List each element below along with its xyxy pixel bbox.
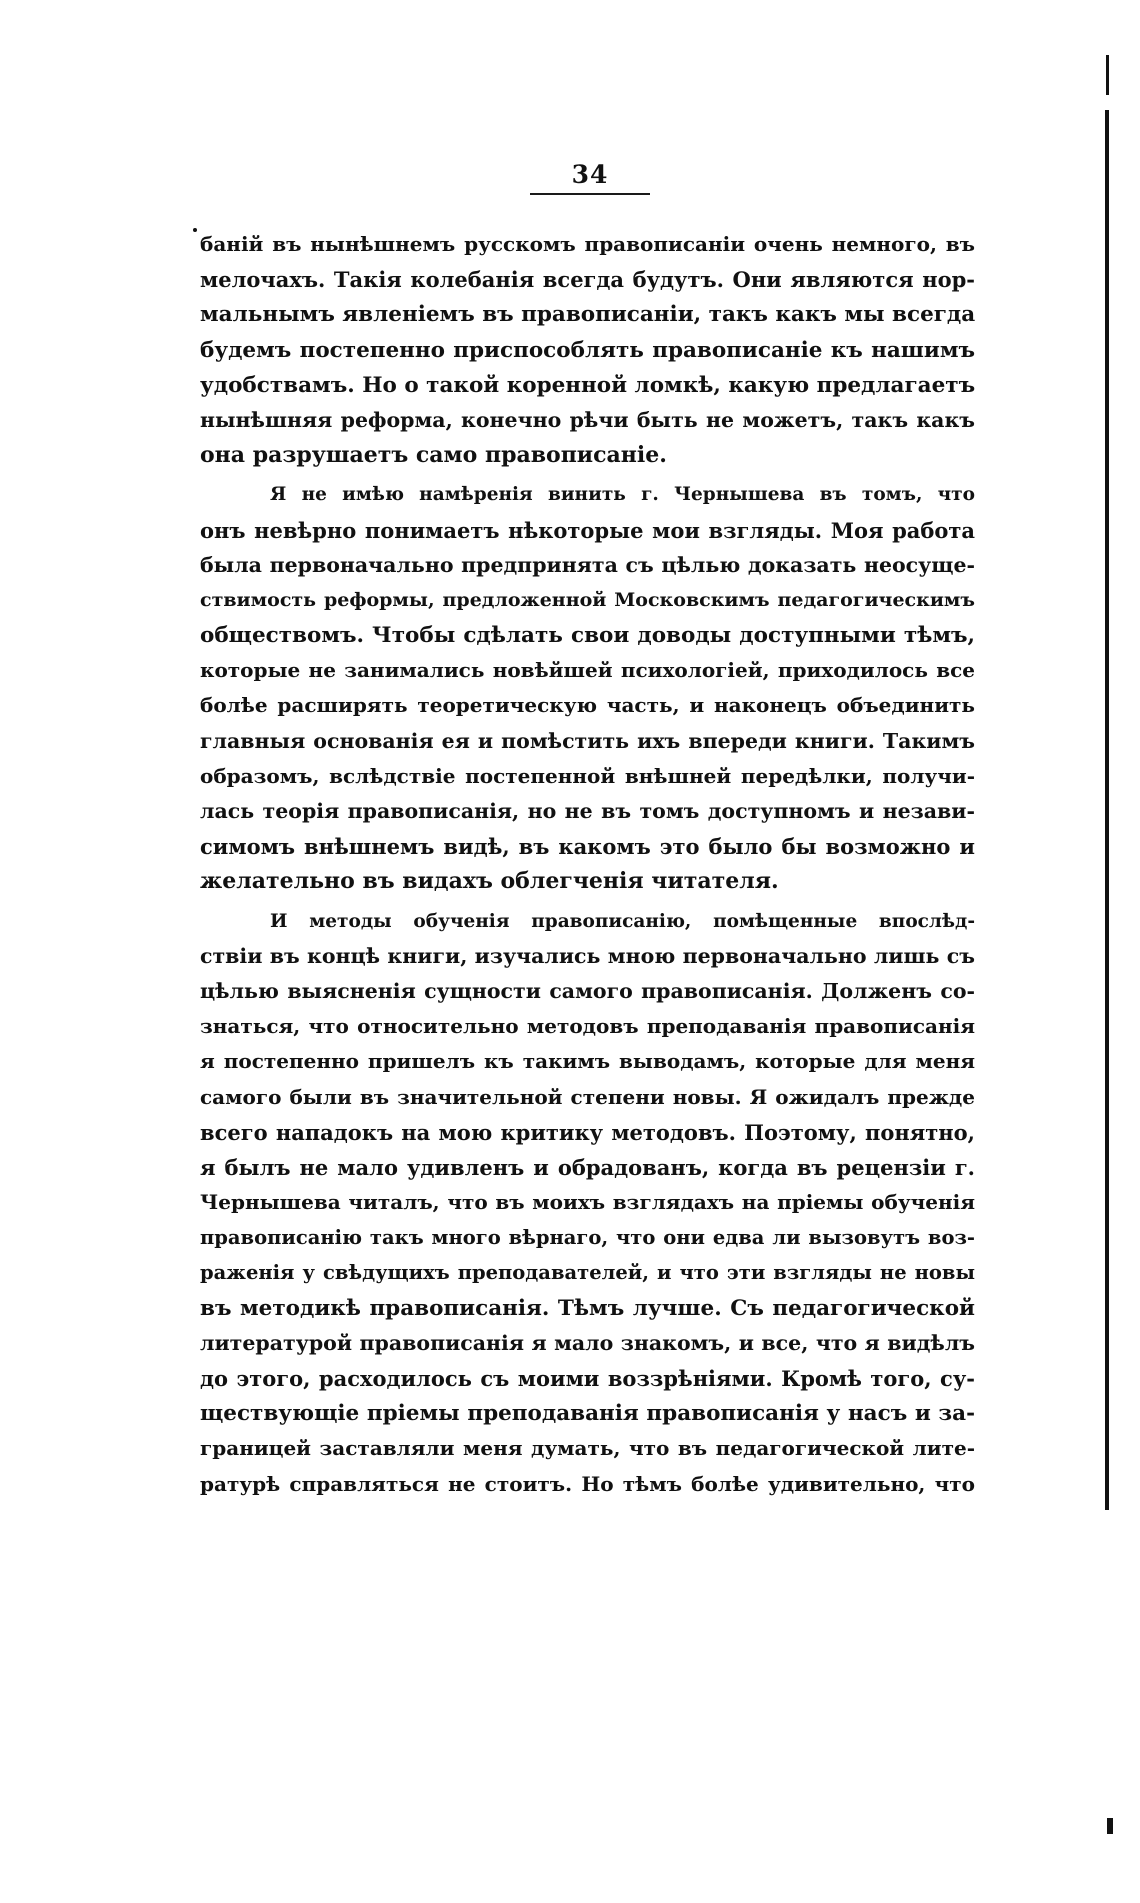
text-line: И методы обученія правописанію, помѣщенные впослѣд-	[270, 910, 975, 932]
text-line: ствимость реформы, предложенной Московскимъ педагогическимъ	[200, 588, 975, 611]
text-line: будемъ постепенно приспособлять правописаніе къ нашимъ	[200, 337, 975, 363]
page-number-rule	[530, 193, 650, 195]
body-text	[200, 227, 975, 1502]
text-line: цѣлью выясненія сущности самого правописанія. Долженъ со-	[200, 978, 975, 1003]
scan-edge-mark-bottom	[1107, 1818, 1113, 1834]
text-line: всего нападокъ на мою критику методовъ. Поэтому, понятно,	[200, 1119, 975, 1145]
text-line: мелочахъ. Такія колебанія всегда будутъ. Они являются нор-	[200, 267, 975, 293]
text-line: границей заставляли меня думать, что въ педагогической лите-	[200, 1436, 975, 1461]
text-line: обществомъ. Чтобы сдѣлать свои доводы доступными тѣмъ,	[200, 623, 975, 649]
text-line: правописанію такъ много вѣрнаго, что они едва ли вызовутъ воз-	[200, 1226, 975, 1250]
text-line: я былъ не мало удивленъ и обрадованъ, когда въ рецензіи г.	[200, 1154, 975, 1180]
text-line: симомъ внѣшнемъ видѣ, въ какомъ это было бы возможно и	[200, 834, 975, 860]
text-line: мальнымъ явленіемъ въ правописаніи, такъ какъ мы всегда	[200, 302, 976, 328]
paragraph-3	[200, 904, 975, 1502]
text-line: я постепенно пришелъ къ такимъ выводамъ, которые для меня	[200, 1049, 975, 1074]
text-line: нынѣшняя реформа, конечно рѣчи быть не можетъ, такъ какъ	[200, 407, 975, 432]
scan-speck	[193, 228, 197, 232]
text-line: желательно въ видахъ облегченія читателя.	[200, 868, 779, 895]
scan-edge-mark	[1105, 110, 1109, 1510]
text-line: образомъ, вслѣдствіе постепенной внѣшней передѣлки, получи-	[200, 763, 975, 788]
text-line: знаться, что относительно методовъ преподаванія правописанія	[200, 1014, 975, 1039]
text-line: до этого, расходилось съ моими воззрѣніями. Кромѣ того, су-	[200, 1366, 975, 1391]
scan-edge-mark-top	[1106, 55, 1109, 95]
text-line: ствіи въ концѣ книги, изучались мною первоначально лишь съ	[200, 943, 975, 968]
text-line: лась теорія правописанія, но не въ томъ доступномъ и незави-	[200, 799, 975, 823]
text-line: ратурѣ справляться не стоитъ. Но тѣмъ болѣе удивительно, что	[200, 1471, 975, 1496]
text-line: ществующіе пріемы преподаванія правописанія у насъ и за-	[200, 1401, 975, 1427]
text-line: самого были въ значительной степени новы. Я ожидалъ прежде	[200, 1084, 975, 1109]
text-line: Я не имѣю намѣренія винить г. Чернышева въ томъ, что	[270, 484, 975, 506]
text-line: была первоначально предпринята съ цѣлью доказать неосуще-	[200, 552, 975, 577]
text-line: въ методикѣ правописанія. Тѣмъ лучше. Съ педагогической	[200, 1295, 975, 1321]
paragraph-1	[200, 227, 975, 473]
text-line: болѣе расширять теоретическую часть, и наконецъ объединить	[200, 693, 975, 718]
text-line: она разрушаетъ само правописаніе.	[200, 442, 667, 469]
text-line: онъ невѣрно понимаетъ нѣкоторые мои взгляды. Моя работа	[200, 517, 975, 543]
page-number: 34	[571, 160, 609, 189]
text-line: которые не занимались новѣйшей психологіей, приходилось все	[200, 658, 975, 683]
text-line: литературой правописанія я мало знакомъ, и все, что я видѣлъ	[200, 1330, 975, 1355]
text-line: главныя основанія ея и помѣстить ихъ впереди книги. Такимъ	[200, 728, 975, 753]
text-line: раженія у свѣдущихъ преподавателей, и что эти взгляды не новы	[200, 1261, 975, 1285]
text-line: Чернышева читалъ, что въ моихъ взглядахъ на пріемы обученія	[200, 1190, 975, 1215]
text-line: баній въ нынѣшнемъ русскомъ правописаніи очень немного, въ	[200, 232, 975, 256]
text-line: удобствамъ. Но о такой коренной ломкѣ, какую предлагаетъ	[200, 372, 976, 398]
paragraph-2	[200, 477, 975, 899]
